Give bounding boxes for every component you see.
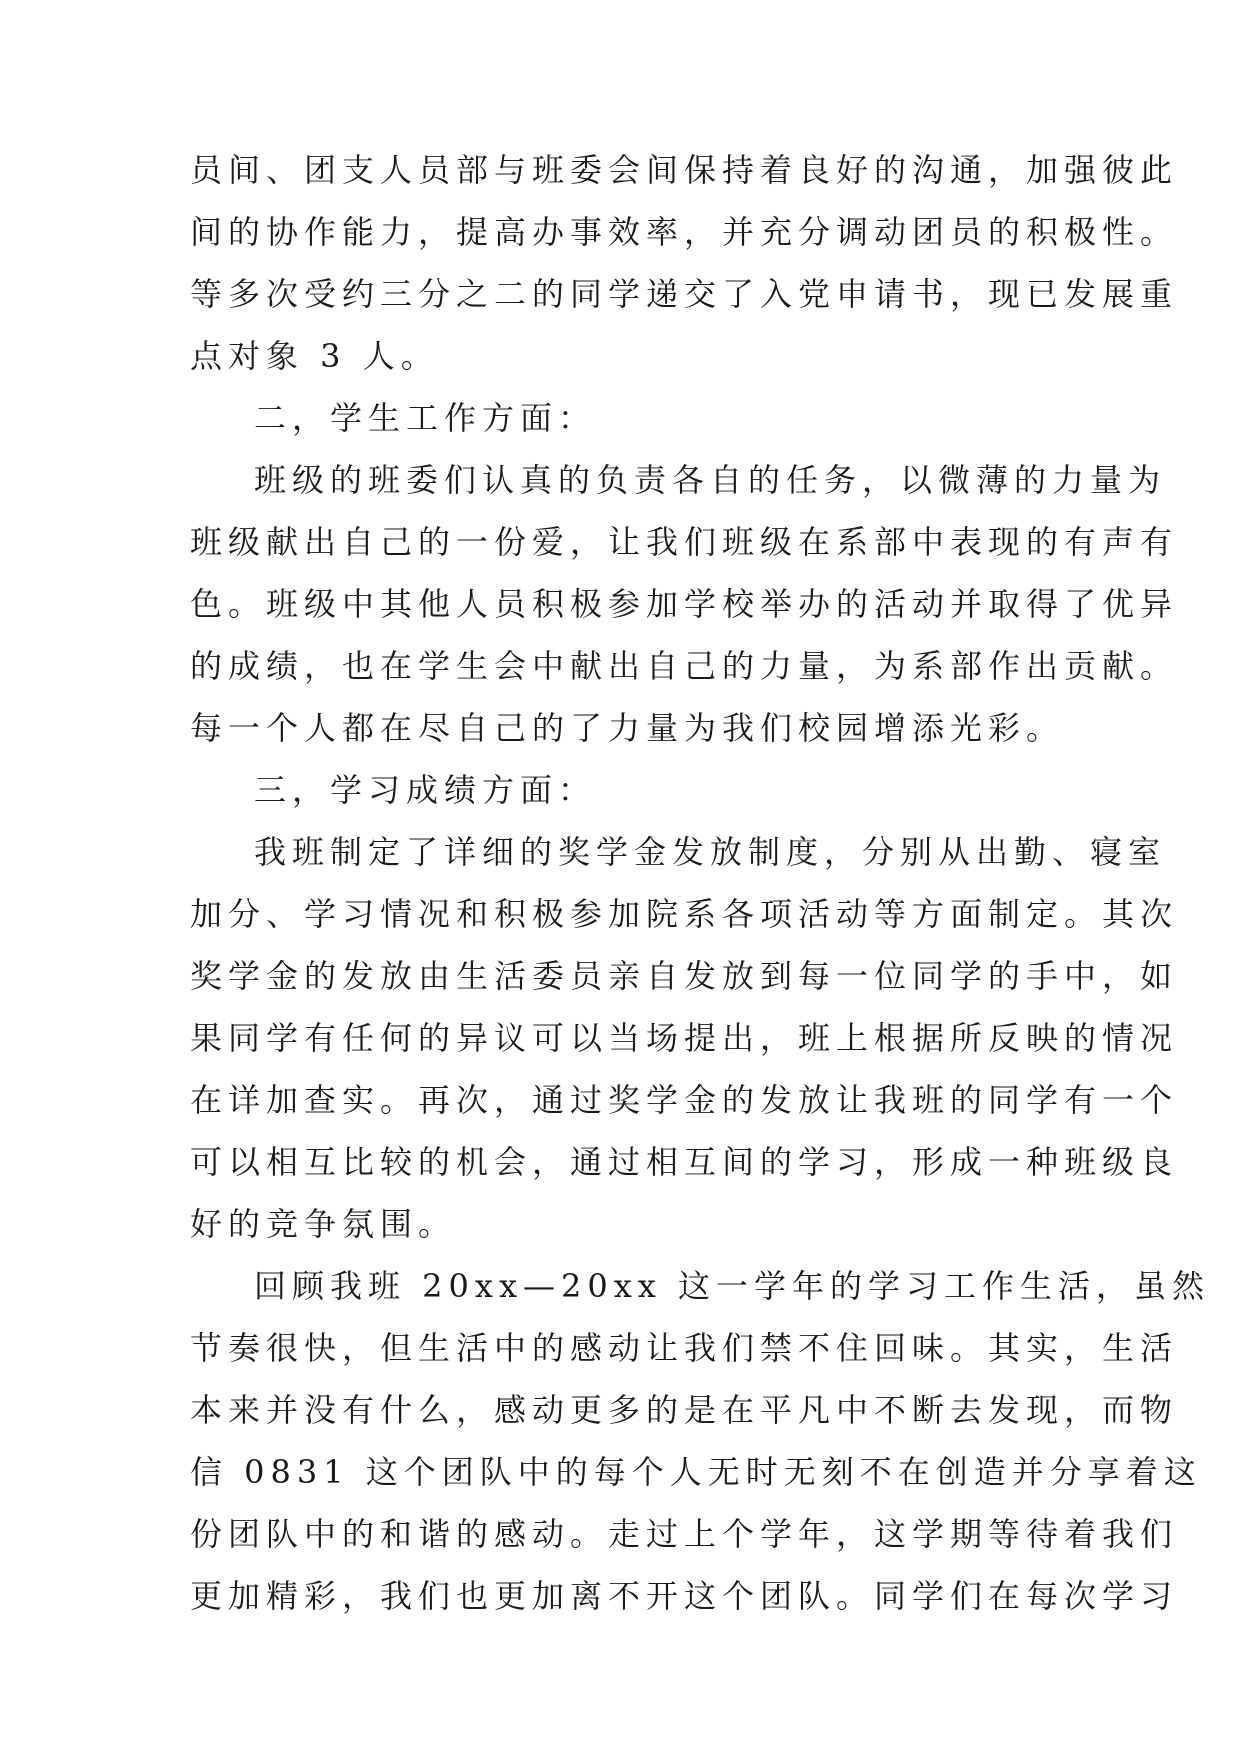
text-line: 等多次受约三分之二的同学递交了入党申请书，现已发展重 <box>190 275 1179 313</box>
text-line: 在详加查实。再次，通过奖学金的发放让我班的同学有一个 <box>190 1081 1179 1119</box>
text-line: 果同学有任何的异议可以当场提出，班上根据所反映的情况 <box>190 1019 1179 1057</box>
text-line: 好的竞争氛围。 <box>190 1205 457 1243</box>
section-heading: 二，学生工作方面： <box>254 399 597 437</box>
text-line: 更加精彩，我们也更加离不开这个团队。同学们在每次学习 <box>190 1577 1179 1615</box>
text-line: 可以相互比较的机会，通过相互间的学习，形成一种班级良 <box>190 1143 1179 1181</box>
text-line: 本来并没有什么，感动更多的是在平凡中不断去发现，而物 <box>190 1391 1179 1429</box>
text-line: 我班制定了详细的奖学金发放制度，分别从出勤、寝室 <box>254 833 1167 871</box>
text-line: 点对象 3 人。 <box>190 337 439 375</box>
text-line: 间的协作能力，提高办事效率，并充分调动团员的积极性。 <box>190 213 1179 251</box>
text-line: 每一个人都在尽自己的了力量为我们校园增添光彩。 <box>190 709 1065 747</box>
text-line: 班级的班委们认真的负责各自的任务，以微薄的力量为 <box>254 461 1167 499</box>
text-line: 信 0831 这个团队中的每个人无时无刻不在创造并分享着这 <box>190 1453 1202 1491</box>
text-line: 员间、团支人员部与班委会间保持着良好的沟通，加强彼此 <box>190 151 1179 189</box>
section-heading: 三，学习成绩方面： <box>254 771 597 809</box>
text-line: 色。班级中其他人员积极参加学校举办的活动并取得了优异 <box>190 585 1179 623</box>
text-line: 奖学金的发放由生活委员亲自发放到每一位同学的手中，如 <box>190 957 1179 995</box>
text-line: 加分、学习情况和积极参加院系各项活动等方面制定。其次 <box>190 895 1179 933</box>
text-line: 回顾我班 20xx—20xx 这一学年的学习工作生活，虽然 <box>254 1267 1210 1305</box>
text-line: 的成绩，也在学生会中献出自己的力量，为系部作出贡献。 <box>190 647 1179 685</box>
text-line: 节奏很快，但生活中的感动让我们禁不住回味。其实，生活 <box>190 1329 1179 1367</box>
text-line: 班级献出自己的一份爱，让我们班级在系部中表现的有声有 <box>190 523 1179 561</box>
text-line: 份团队中的和谐的感动。走过上个学年，这学期等待着我们 <box>190 1515 1179 1553</box>
